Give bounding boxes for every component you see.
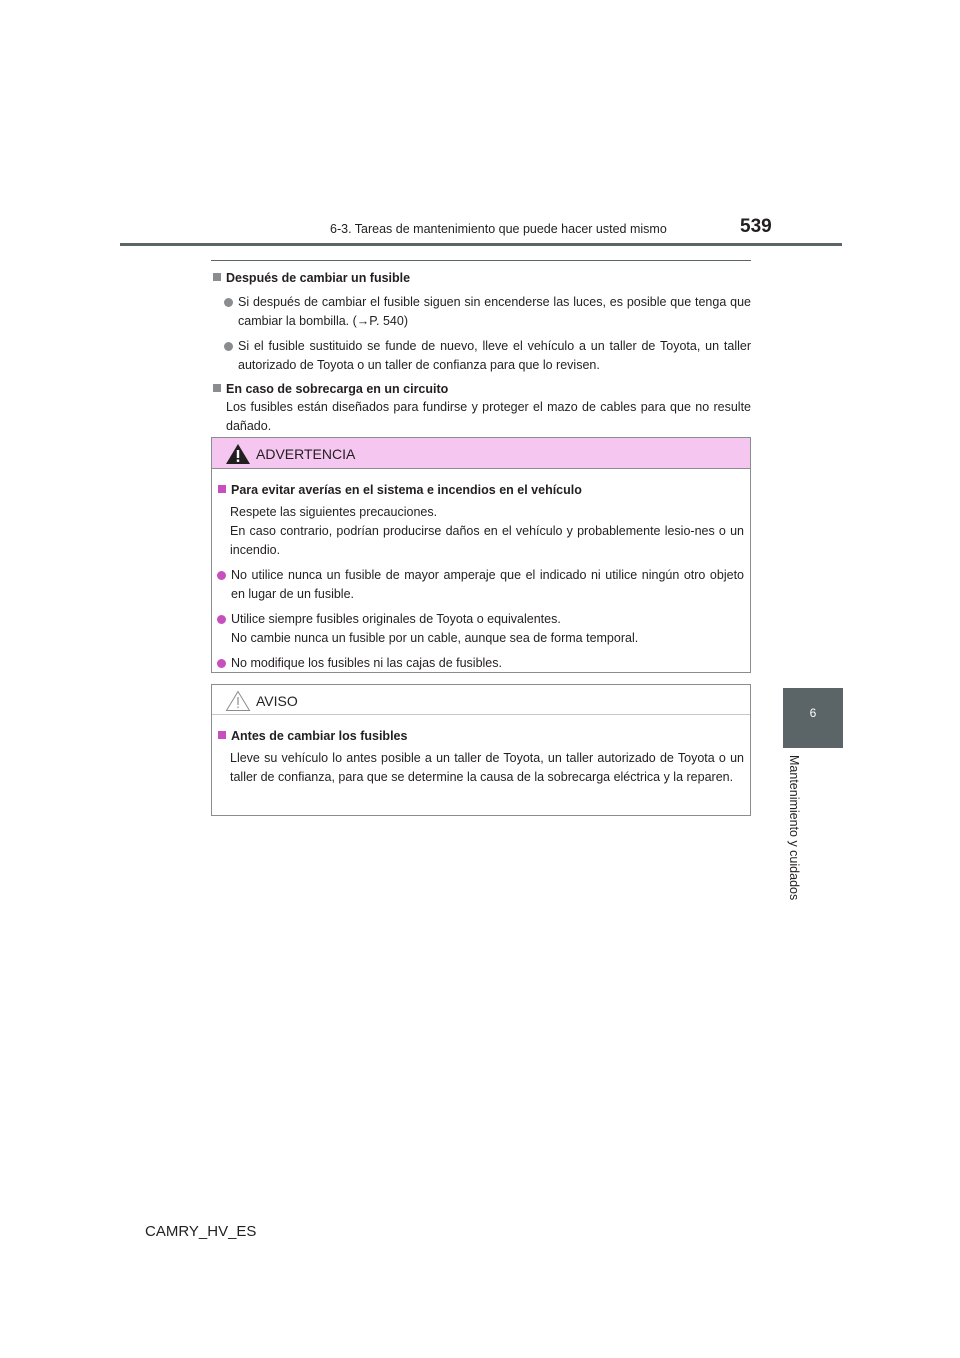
section-title-after-change: [211, 269, 751, 287]
list-item-text: Utilice siempre fusibles originales de Toyota o equivalentes.: [231, 612, 561, 626]
square-bullet-icon: [218, 731, 226, 739]
chapter-tab-number: 6: [809, 706, 817, 720]
header-section-title: 6-3. Tareas de mantenimiento que puede hacer usted mismo: [330, 222, 667, 236]
page-number: 539: [740, 216, 772, 237]
header-rule: [120, 243, 842, 246]
square-bullet-icon: [213, 273, 221, 281]
warning-intro-1: Respete las siguientes precauciones.: [230, 505, 438, 519]
content-top-rule: [211, 260, 751, 261]
list-item: [216, 610, 744, 648]
square-bullet-icon: [213, 384, 221, 392]
chapter-side-label-wrap: [783, 755, 807, 915]
list-item-text: Si el fusible sustituido se funde de nuevo, lleve el vehículo a un taller de Toyota, un taller autorizado de Toyota o un taller de confianza para que lo revisen.: [238, 339, 751, 372]
circle-bullet-icon: [217, 571, 226, 580]
circle-bullet-icon: [217, 659, 226, 668]
footer-model-id: CAMRY_HV_ES: [145, 1223, 257, 1240]
circle-bullet-icon: [224, 298, 233, 307]
square-bullet-icon: [218, 485, 226, 493]
list-item: [211, 293, 751, 331]
warning-header: [212, 438, 750, 469]
warning-triangle-icon: [225, 443, 251, 465]
list-item: [216, 654, 744, 673]
warning-box: [211, 437, 751, 673]
notice-title-text: Antes de cambiar los fusibles: [231, 729, 408, 743]
warning-title: [216, 481, 744, 499]
notice-label: AVISO: [256, 693, 298, 709]
list-item-text: No modifique los fusibles ni las cajas de fusibles.: [231, 656, 502, 670]
notice-paragraph: Lleve su vehículo lo antes posible a un taller de Toyota, un taller autorizado de Toyota o un taller de confianza, para que se determine la causa de la sobrecarga eléctrica y la reparen.: [230, 751, 744, 784]
list-item-text: Si después de cambiar el fusible siguen sin encenderse las luces, es posible que tenga que cambiar la bombilla. (→P. 540): [238, 295, 751, 328]
caution-triangle-outline-icon: [225, 690, 251, 712]
main-content: [211, 260, 751, 436]
section-title-text: Después de cambiar un fusible: [226, 271, 411, 285]
overload-paragraph: Los fusibles están diseñados para fundirse y proteger el mazo de cables para que no resulte dañado.: [226, 400, 751, 433]
section-title-overload: [211, 380, 751, 398]
warning-title-text: Para evitar averías en el sistema e incendios en el vehículo: [231, 483, 582, 497]
list-item-text: No utilice nunca un fusible de mayor amperaje que el indicado ni utilice ningún otro objeto en lugar de un fusible.: [231, 568, 744, 601]
section-title-text: En caso de sobrecarga en un circuito: [226, 382, 449, 396]
chapter-side-label: Mantenimiento y cuidados: [787, 755, 801, 901]
list-item: [216, 566, 744, 604]
list-item: [211, 337, 751, 375]
notice-box: [211, 684, 751, 816]
circle-bullet-icon: [224, 342, 233, 351]
warning-label: ADVERTENCIA: [256, 446, 356, 462]
circle-bullet-icon: [217, 615, 226, 624]
notice-body: [212, 715, 750, 787]
notice-header: [212, 685, 750, 715]
warning-body: [212, 469, 750, 673]
list-item-text-line-2: No cambie nunca un fusible por un cable, aunque sea de forma temporal.: [231, 631, 639, 645]
chapter-tab: [783, 688, 843, 748]
warning-intro-2: En caso contrario, podrían producirse daños en el vehículo y probablemente lesio-nes o un incendio.: [230, 524, 744, 557]
notice-title: [216, 727, 744, 745]
